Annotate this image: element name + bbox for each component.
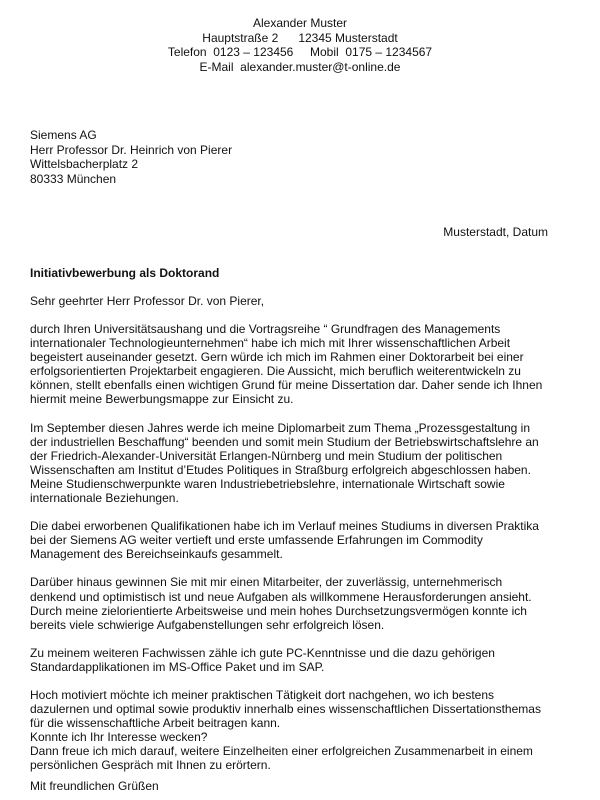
place-date: Musterstadt, Datum — [443, 225, 548, 239]
sender-phone: Telefon 0123 – 123456 Mobil 0175 – 1234567 — [167, 45, 433, 59]
closing: Mit freundlichen Grüßen — [30, 779, 159, 793]
body-line: internationale Beziehungen. — [30, 491, 179, 506]
paragraph-studies — [30, 421, 578, 506]
body-line: denkend und optimistisch ist und neue Aufgaben als willkommene Herausforderungen ansieht. — [30, 589, 532, 604]
body-line: Darüber hinaus gewinnen Sie mit mir einen Mitarbeiter, der zuverlässig, unternehmerisch — [30, 575, 503, 590]
body-line: Management des Bereichseinkaufs gesammelt. — [30, 547, 283, 562]
paragraph-skills — [30, 646, 578, 674]
body-line: Die dabei erworbenen Qualifikationen habe ich im Verlauf meines Studiums in diversen Praktika — [30, 519, 539, 534]
sender-header — [0, 16, 600, 74]
body-line: Wissenschaften am Institut d’Etudes Politiques in Straßburg erfolgreich abgeschlossen haben. — [30, 462, 531, 477]
paragraph-personality — [30, 575, 578, 631]
body-line: Durch meine zielorientierte Arbeitsweise und mein hohes Durchsetzungsvermögen konnte ich — [30, 603, 527, 618]
recipient-person: Herr Professor Dr. Heinrich von Pierer — [30, 142, 233, 157]
body-line: erfolgsorientierten Projektarbeit engagieren. Die Aussicht, mich beruflich weiterentwickeln zu — [30, 364, 521, 379]
sender-name: Alexander Muster — [252, 16, 348, 30]
body-line: bereits viele schwierige Aufgabenstellungen sehr erfolgreich lösen. — [30, 617, 385, 632]
body-line: durch Ihren Universitätsaushang und die Vortragsreihe “ Grundfragen des Managements — [30, 322, 501, 336]
body-line: der industriellen Beschaffung“ beenden und somit mein Studium der Betriebswirtschaftslehre an — [30, 434, 539, 449]
body-line: internationaler Technologieunternehmen“ habe ich mich mit Ihrer wissenschaftlichen Arbeit — [30, 336, 511, 351]
recipient-city: 80333 München — [30, 171, 117, 186]
body-line: hiermit meine Bewerbungsmappe zur Einsicht zu. — [30, 392, 294, 407]
body-line: der Friedrich-Alexander-Universität Erlangen-Nürnberg und mein Studium der politischen — [30, 448, 503, 463]
letter-body — [30, 322, 578, 787]
salutation: Sehr geehrter Herr Professor Dr. von Pierer, — [30, 294, 265, 308]
body-line: für die wissenschaftliche Arbeit beitragen kann. — [30, 716, 281, 731]
body-line: Hoch motiviert möchte ich meiner praktischen Tätigkeit dort nachgehen, wo ich bestens — [30, 687, 495, 702]
recipient-address — [30, 128, 232, 186]
body-line: Zu meinem weiteren Fachwissen zähle ich gute PC-Kenntnisse und die dazu gehörigen — [30, 645, 495, 660]
paragraph-intro — [30, 322, 578, 407]
body-line: persönlichen Gespräch mit Ihnen zu erörtern. — [30, 758, 271, 773]
body-line: Dann freue ich mich darauf, weitere Einzelheiten einer erfolgreichen Zusammenarbeit in einem — [30, 744, 533, 759]
recipient-company: Siemens AG — [30, 128, 97, 142]
paragraph-motivation — [30, 688, 578, 773]
sender-address: Hauptstraße 2 12345 Musterstadt — [202, 30, 398, 45]
body-line: Standardapplikationen im MS-Office Paket und im SAP. — [30, 659, 325, 674]
sender-email: E-Mail alexander.muster@t-online.de — [199, 59, 401, 74]
body-line: Konnte ich Ihr Interesse wecken? — [30, 730, 208, 745]
recipient-street: Wittelsbacherplatz 2 — [30, 157, 139, 171]
body-line: begeistert auseinander gesetzt. Gern würde ich mich im Rahmen einer Doktorarbeit bei einer — [30, 350, 524, 365]
body-line: dazulernen und optimal sowie produktiv innerhalb eines wissenschaftlichen Dissertationsthemas — [30, 702, 541, 717]
paragraph-qualifications — [30, 519, 578, 561]
body-line: Im September diesen Jahres werde ich meine Diplomarbeit zum Thema „Prozessgestaltung in — [30, 420, 531, 435]
subject-line: Initiativbewerbung als Doktorand — [30, 266, 220, 280]
body-line: können, stellt ebenfalls einen wichtigen Grund für meine Dissertation dar. Daher sende ich Ihnen — [30, 378, 543, 393]
body-line: Meine Studienschwerpunkte waren Industriebetriebslehre, internationale Wirtschaft sowie — [30, 476, 505, 491]
body-line: bei der Siemens AG weiter vertieft und erste umfassende Erfahrungen im Commodity — [30, 533, 483, 548]
